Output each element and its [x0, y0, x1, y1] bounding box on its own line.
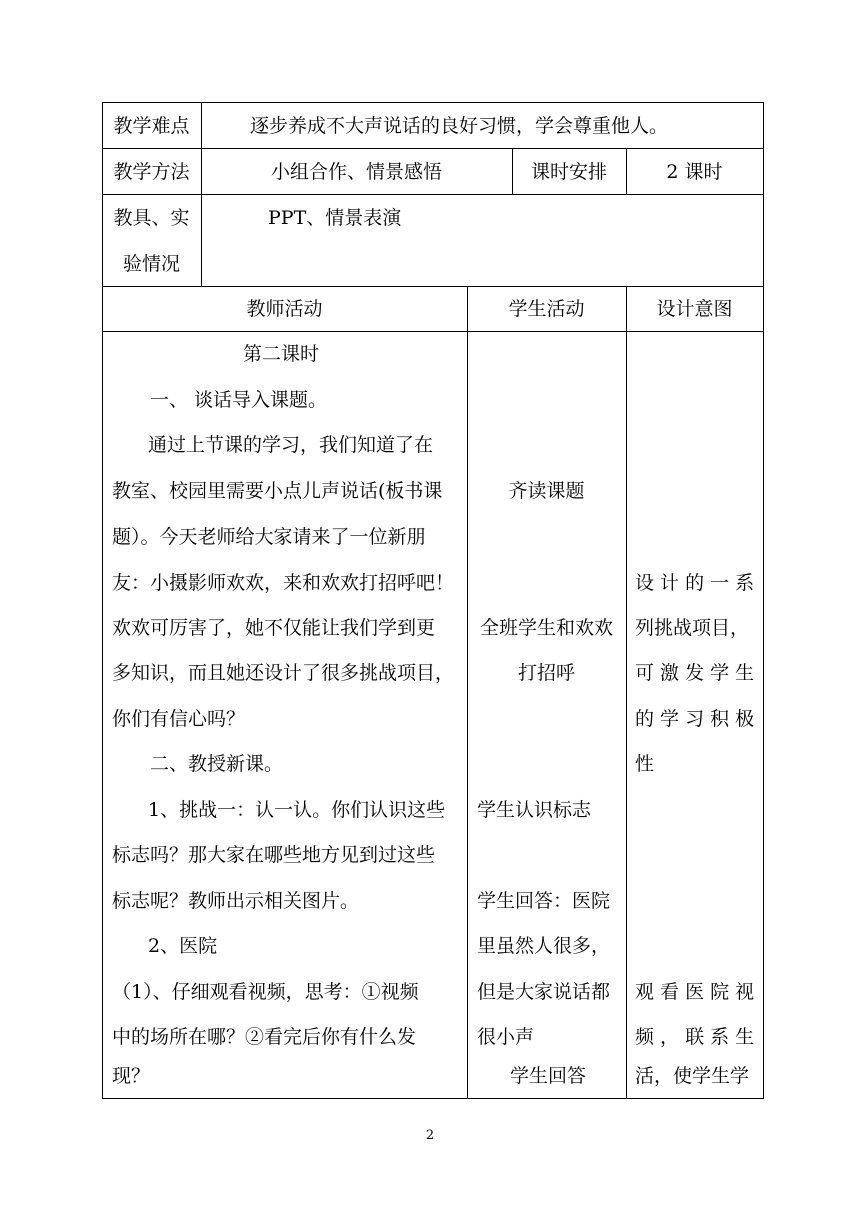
- difficulty-content: 逐步养成不大声说话的良好习惯，学会尊重他人。: [250, 115, 669, 137]
- student-line: 全班学生和欢欢: [479, 617, 613, 639]
- teacher-line: 多知识，而且她还设计了很多挑战项目，: [112, 662, 455, 684]
- teacher-line: 题）。今天老师给大家请来了一位新朋: [112, 526, 426, 548]
- tools-label-line2: 验情况: [122, 253, 180, 275]
- teacher-line: 友：小摄影师欢欢，来和欢欢打招呼吧！: [112, 572, 455, 594]
- difficulty-label: 教学难点: [113, 115, 190, 137]
- student-line: 很小声: [477, 1026, 535, 1048]
- student-line: 但是大家说话都: [477, 981, 611, 1003]
- student-activity-header: 学生活动: [508, 298, 585, 320]
- tools-content: PPT、情景表演: [268, 207, 402, 229]
- method-content: 小组合作、情景感悟: [270, 161, 442, 183]
- teacher-line: 中的场所在哪？②看完后你有什么发: [112, 1026, 417, 1048]
- student-line: 学生回答: [510, 1065, 587, 1087]
- teacher-line: 一、 谈话导入课题。: [150, 389, 328, 411]
- teacher-line: 欢欢可厉害了，她不仅能让我们学到更: [112, 617, 436, 639]
- design-line: 观 看 医 院 视: [635, 981, 755, 1003]
- teacher-line: 二、教授新课。: [150, 753, 284, 775]
- teacher-line: 标志呢？教师出示相关图片。: [112, 890, 360, 912]
- teacher-line: 1、挑战一：认一认。你们认识这些: [148, 799, 446, 821]
- student-line: 里虽然人很多，: [477, 935, 611, 957]
- time-label: 课时安排: [530, 161, 607, 183]
- tools-label-line1: 教具、实: [113, 207, 190, 229]
- student-line: 学生认识标志: [477, 799, 592, 821]
- design-line: 活，使学生学: [635, 1065, 750, 1087]
- teacher-line: 现？: [112, 1065, 151, 1087]
- page-number: 2: [425, 1128, 435, 1143]
- design-line: 可 激 发 学 生: [635, 662, 755, 684]
- label-column-divider: [201, 102, 202, 286]
- design-line: 列挑战项目，: [635, 617, 750, 639]
- student-line: 打招呼: [517, 662, 575, 684]
- column-divider: [626, 286, 627, 1098]
- table-border-right: [763, 102, 764, 1099]
- teacher-line: 你们有信心吗？: [112, 708, 246, 730]
- student-line: 齐读课题: [508, 480, 585, 502]
- time-value: 2 课时: [666, 161, 723, 183]
- design-intent-header: 设计意图: [656, 298, 733, 320]
- teacher-line: 第二课时: [243, 343, 320, 365]
- teacher-line: 教室、校园里需要小点儿声说话(板书课: [112, 480, 443, 502]
- student-line: 学生回答：医院: [477, 890, 611, 912]
- design-line: 的 学 习 积 极: [635, 708, 755, 730]
- method-label: 教学方法: [113, 161, 190, 183]
- teacher-line: （1）、仔细观看视频，思考：①视频: [112, 981, 419, 1003]
- design-line: 设 计 的 一 系: [635, 572, 755, 594]
- row-divider: [102, 286, 764, 287]
- design-line: 频 ， 联 系 生: [635, 1026, 755, 1048]
- teacher-line: 标志吗？那大家在哪些地方见到过这些: [112, 844, 436, 866]
- row-divider: [102, 331, 764, 332]
- teacher-line: 通过上节课的学习，我们知道了在: [148, 434, 434, 456]
- design-line: 性: [635, 753, 655, 775]
- teacher-activity-header: 教师活动: [246, 298, 323, 320]
- teacher-line: 2、医院: [148, 935, 218, 957]
